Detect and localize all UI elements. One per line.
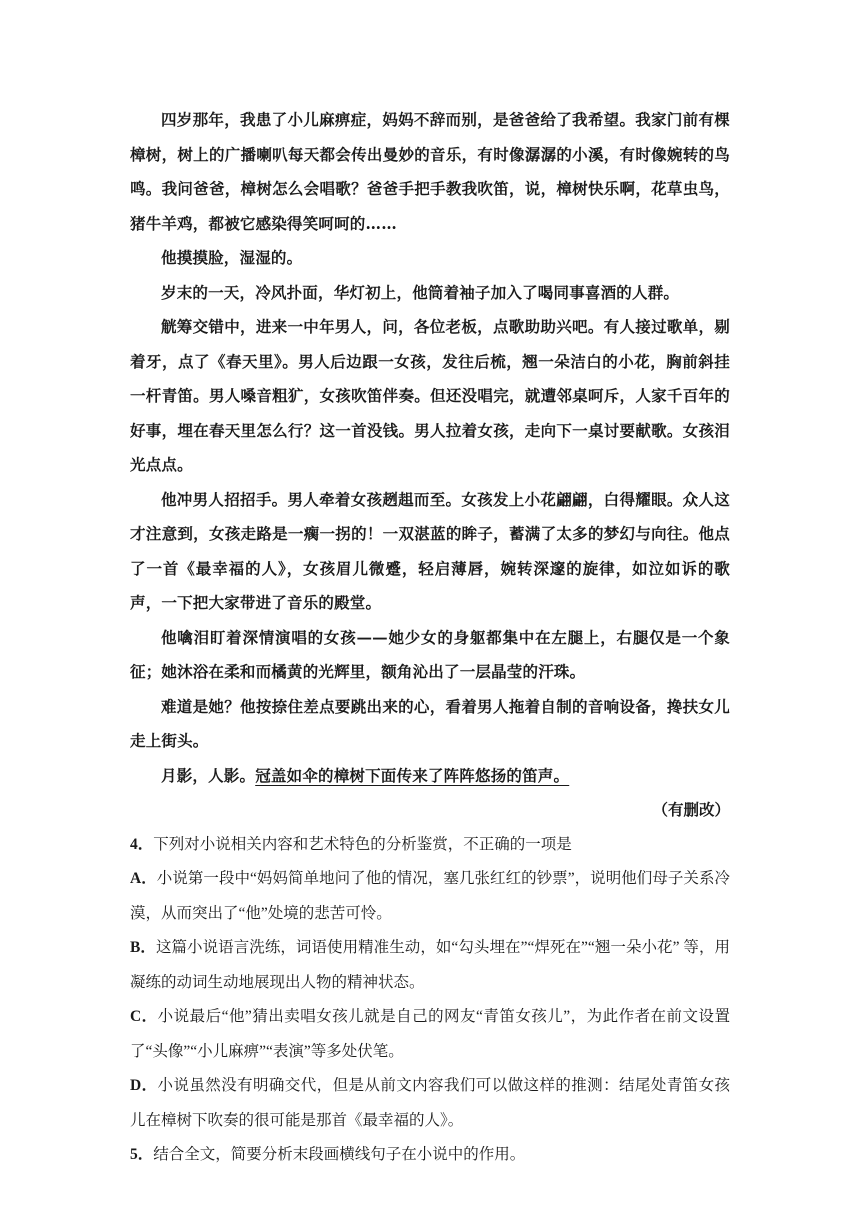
- option-d: [130, 1069, 730, 1138]
- story-paragraph-5: 他冲男人招招手。男人牵着女孩趔趄而至。女孩发上小花翩翩，白得耀眼。众人这才注意到，女孩走路是一瘸一拐的！一双湛蓝的眸子，蓄满了太多的梦幻与向往。他点了一首《最幸福的人》，女孩眉儿微蹙，轻启薄唇，婉转深邃的旋律，如泣如诉的歌声，一下把大家带进了音乐的殿堂。: [130, 489, 730, 612]
- story-paragraph-1: 四岁那年，我患了小儿麻痹症，妈妈不辞而别，是爸爸给了我希望。我家门前有棵樟树，树上的广播喇叭每天都会传出曼妙的音乐，有时像潺潺的小溪，有时像婉转的鸟鸣。我问爸爸，樟树怎么会唱歌？爸爸手把手教我吹笛，说，樟树快乐啊，花草虫鸟，猪牛羊鸡，都被它感染得笑呵呵的……: [130, 110, 730, 233]
- option-c-label: C．: [130, 1008, 158, 1025]
- option-a-text: 小说第一段中“妈妈简单地问了他的情况，塞几张红红的钞票”，说明他们母子关系冷漠，从而突出了“他”处境的悲苦可怜。: [130, 870, 730, 922]
- question-4: [130, 828, 730, 863]
- option-d-text: 小说虽然没有明确交代，但是从前文内容我们可以做这样的推测：结尾处青笛女孩儿在樟树下吹奏的很可能是那首《最幸福的人》。: [130, 1077, 730, 1129]
- story-paragraph-8: [130, 759, 730, 794]
- question-5-stem: 结合全文，简要分析末段画横线句子在小说中的作用。: [153, 1146, 526, 1163]
- document-page: [130, 103, 730, 1173]
- option-a: [130, 862, 730, 931]
- question-4-stem: 下列对小说相关内容和艺术特色的分析鉴赏，不正确的一项是: [153, 835, 572, 853]
- underlined-sentence: 冠盖如伞的樟树下面传来了阵阵悠扬的笛声。: [255, 765, 570, 785]
- option-c-text: 小说最后“他”猜出卖唱女孩儿就是自己的网友“青笛女孩儿”，为此作者在前文设置了“头像”“小儿麻痹”“表演”等多处伏笔。: [130, 1008, 730, 1060]
- story-paragraph-3: 岁末的一天，冷风扑面，华灯初上，他筒着袖子加入了喝同事喜酒的人群。: [161, 282, 680, 302]
- option-c: [130, 1000, 730, 1069]
- source-note: （有删改）: [652, 800, 730, 819]
- option-d-label: D．: [130, 1077, 158, 1094]
- question-5: [130, 1138, 730, 1173]
- story-paragraph-2: 他摸摸脸，湿湿的。: [161, 248, 303, 267]
- question-4-number: 4．: [130, 835, 154, 853]
- option-a-label: A．: [130, 870, 157, 887]
- question-5-number: 5．: [130, 1146, 154, 1163]
- story-paragraph-6: 他噙泪盯着深情演唱的女孩——她少女的身躯都集中在左腿上，右腿仅是一个象征；她沐浴在柔和而橘黄的光辉里，额角沁出了一层晶莹的汗珠。: [130, 627, 730, 681]
- option-b: [130, 931, 730, 1000]
- option-b-text: 这篇小说语言洗练，词语使用精准生动，如“勾头埋在”“焊死在”“翘一朵小花” 等，用凝练的动词生动地展现出人物的精神状态。: [130, 939, 731, 991]
- option-b-label: B．: [130, 939, 156, 956]
- story-paragraph-4: 觥筹交错中，进来一中年男人，问，各位老板，点歌助助兴吧。有人接过歌单，剔着牙，点了《春天里》。男人后边跟一女孩，发往后梳，翘一朵洁白的小花，胸前斜挂一杆青笛。男人嗓音粗犷，女孩吹笛伴奏。但还没唱完，就遭邻桌呵斥，人家千百年的好事，埋在春天里怎么行？这一首没钱。男人拉着女孩，走向下一桌讨要献歌。女孩泪光点点。: [130, 317, 730, 474]
- story-paragraph-7: 难道是她？他按捺住差点要跳出来的心，看着男人拖着自制的音响设备，搀扶女儿走上街头。: [130, 696, 730, 750]
- story-paragraph-8-plain: 月影，人影。: [161, 765, 256, 785]
